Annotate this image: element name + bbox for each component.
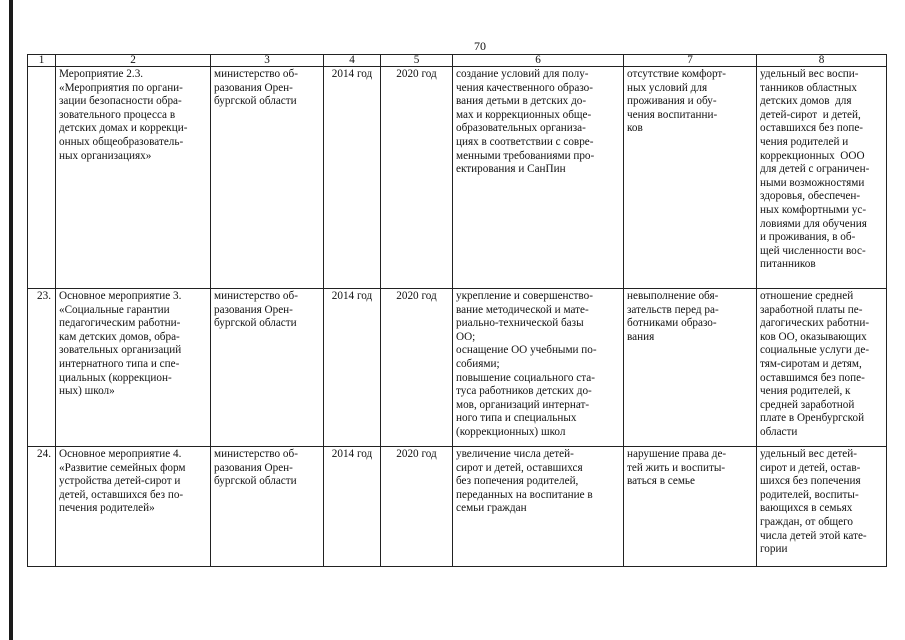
table-row: [28, 447, 887, 567]
executor-cell: министерство об- разования Орен- бургской области: [211, 447, 324, 567]
column-header: 8: [757, 55, 887, 67]
indicator-cell: отношение средней заработной платы пе- дагогических работни- ков ОО, оказывающих социальные услуги де- тям-сиротам и детям, оставшимся без попе- чения родителей, к средней заработной плате в Оренбургской области: [757, 289, 887, 447]
indicator-cell: удельный вес детей- сирот и детей, остав- шихся без попечения родителей, воспиты- вающихся в семьях граждан, от общего числа детей этой кате- гории: [757, 447, 887, 567]
start-year-cell: 2014 год: [324, 67, 381, 289]
column-header: 7: [624, 55, 757, 67]
column-header: 1: [28, 55, 56, 67]
program-activities-table: [27, 54, 887, 567]
column-header: 3: [211, 55, 324, 67]
activity-cell: Основное мероприятие 3. «Социальные гарантии педагогическим работни- кам детских домов, обра- зовательных организаций интернатного типа и спе- циальных (коррекцион- ных) школ»: [56, 289, 211, 447]
table-header-row: [28, 55, 887, 67]
consequences-cell: невыполнение обя- зательств перед ра- ботниками образо- вания: [624, 289, 757, 447]
expected-result-cell: увеличение числа детей- сирот и детей, оставшихся без попечения родителей, переданных на воспитание в семьи граждан: [453, 447, 624, 567]
end-year-cell: 2020 год: [381, 447, 453, 567]
end-year-cell: 2020 год: [381, 289, 453, 447]
consequences-cell: отсутствие комфорт- ных условий для проживания и обу- чения воспитанни- ков: [624, 67, 757, 289]
indicator-cell: удельный вес воспи- танников областных детских домов для детей-сирот и детей, оставшихся без попе- чения родителей и коррекционных ООО для детей с ограничен- ными возможностями здоровья, обеспечен- ных комфортными ус- ловиями для обучения и проживания, в об- щей численности вос- питанников: [757, 67, 887, 289]
end-year-cell: 2020 год: [381, 67, 453, 289]
row-number-cell: 23.: [28, 289, 56, 447]
executor-cell: министерство об- разования Орен- бургской области: [211, 67, 324, 289]
column-header: 2: [56, 55, 211, 67]
column-header: 4: [324, 55, 381, 67]
activity-cell: Мероприятие 2.3. «Мероприятия по органи- зации безопасности обра- зовательного процесса в детских домах и коррекци- онных общеобразователь- ных организациях»: [56, 67, 211, 289]
activity-cell: Основное мероприятие 4. «Развитие семейных форм устройства детей-сирот и детей, оставшихся без по- печения родителей»: [56, 447, 211, 567]
row-number-cell: [28, 67, 56, 289]
start-year-cell: 2014 год: [324, 447, 381, 567]
expected-result-cell: создание условий для полу- чения качественного образо- вания детьми в детских до- мах и коррекционных обще- образовательных организа- циях в соответствии с совре- менными требованиями про- ектирования и СанПин: [453, 67, 624, 289]
consequences-cell: нарушение права де- тей жить и воспиты- ваться в семье: [624, 447, 757, 567]
expected-result-cell: укрепление и совершенство- вание методической и мате- риально-технической базы ОО; оснащение ОО учебными по- собиями; повышение социального ста- туса работников детских до- мов, организаций интернат- ного типа и специальных (коррекционных) школ: [453, 289, 624, 447]
table-row: [28, 67, 887, 289]
column-header: 5: [381, 55, 453, 67]
page-number: 70: [474, 39, 486, 53]
executor-cell: министерство об- разования Орен- бургской области: [211, 289, 324, 447]
row-number-cell: 24.: [28, 447, 56, 567]
binding-margin-bar: [9, 0, 13, 640]
start-year-cell: 2014 год: [324, 289, 381, 447]
table-row: [28, 289, 887, 447]
column-header: 6: [453, 55, 624, 67]
